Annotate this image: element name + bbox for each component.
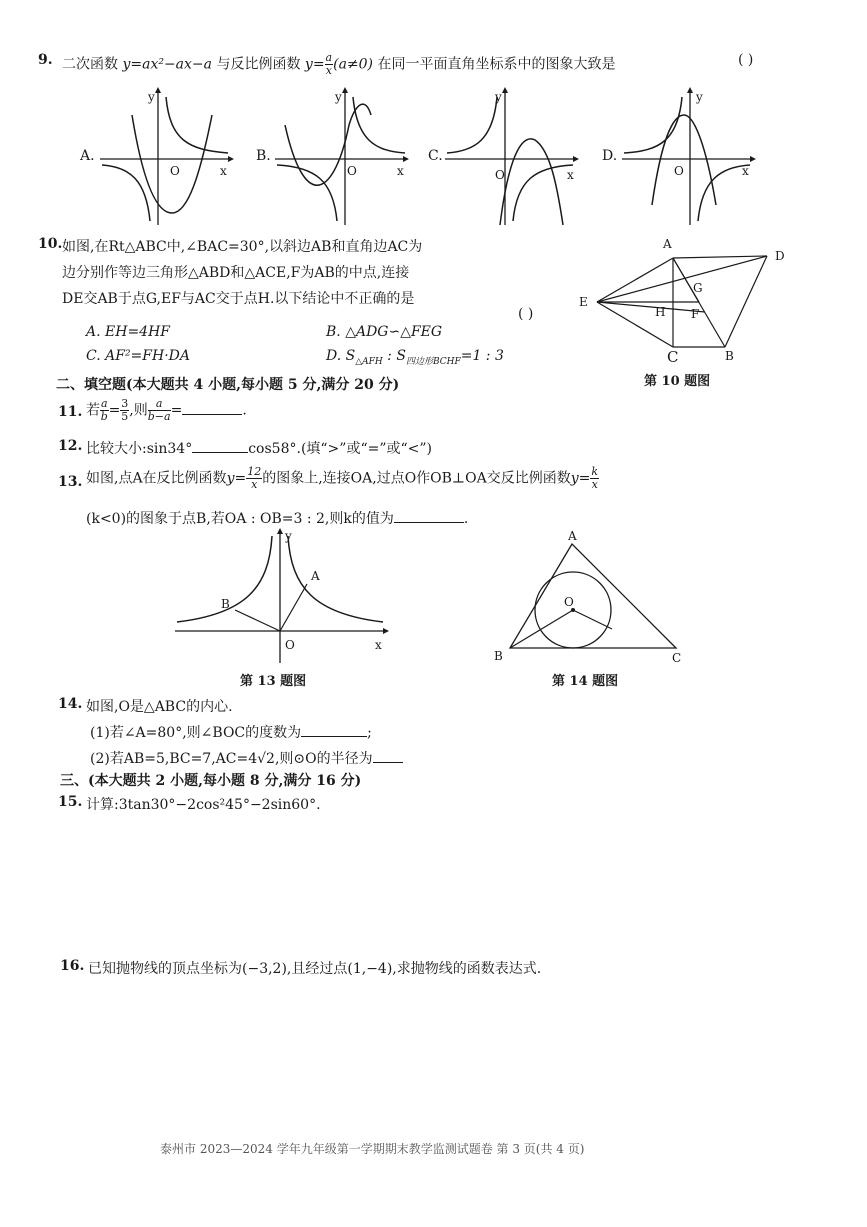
q16-text: 已知抛物线的顶点坐标为(−3,2),且经过点(1,−4),求抛物线的函数表达式. — [88, 961, 542, 977]
frac-num: a — [148, 398, 171, 411]
fig14-label-c: C — [672, 651, 682, 665]
q14-caption: 第 14 题图 — [552, 674, 619, 689]
fig10-label-e: E — [579, 295, 588, 309]
frac-den: b — [100, 410, 108, 423]
fig14-label-a: A — [568, 529, 577, 543]
q16-number: 16. — [60, 958, 85, 974]
q10-line-2: 边分别作等边三角形△ABD和△ACE,F为AB的中点,连接 — [62, 265, 410, 281]
axis-y-label: y — [495, 90, 502, 104]
axis-x-label: x — [220, 164, 227, 178]
q9-answer-paren: ( ) — [738, 52, 754, 68]
section-2-heading: 二、填空题(本大题共 4 小题,每小题 5 分,满分 20 分) — [56, 377, 400, 393]
axis-y-label: y — [335, 90, 342, 104]
axis-x-label: x — [742, 164, 749, 178]
q14-part-1-end: ; — [367, 725, 372, 741]
q10-caption: 第 10 题图 — [644, 374, 711, 389]
frac-num: 12 — [247, 465, 262, 478]
option-d-end: =1 : 3 — [460, 348, 504, 364]
fig10-label-c: C — [667, 348, 679, 366]
q14-answer-blank-1[interactable] — [301, 736, 367, 737]
q11-stem — [86, 398, 247, 423]
q13-number: 13. — [58, 474, 83, 490]
q9-option-a-label: A. — [80, 148, 95, 164]
fig14-label-o: O — [564, 595, 574, 609]
q10-option-d — [326, 348, 504, 367]
q11-end: . — [242, 402, 247, 419]
option-d-sub2: 四边形BCHF — [405, 356, 461, 367]
q13-line-1 — [86, 466, 599, 491]
axis-origin-label: O — [347, 164, 357, 178]
q13-eq2-frac — [590, 466, 599, 491]
axis-x-label: x — [397, 164, 404, 178]
q9-quadratic: y=ax²−ax−a — [122, 56, 212, 73]
q14-answer-blank-2[interactable] — [373, 762, 403, 763]
page-footer: 泰州市 2023—2024 学年九年级第一学期期末教学监测试题卷 第 3 页(共 4 页) — [160, 1142, 585, 1156]
q11-frac-target — [148, 398, 171, 423]
frac-num: a — [101, 397, 108, 410]
axis-origin-label: O — [170, 164, 180, 178]
q14-line-2 — [90, 722, 372, 742]
fig10-label-d: D — [775, 249, 785, 263]
q13-line-2 — [86, 508, 468, 528]
q10-option-b: B. △ADG∽△FEG — [326, 324, 443, 340]
fig13-label-b: B — [221, 597, 230, 611]
section-3-heading: 三、(本大题共 2 小题,每小题 8 分,满分 16 分) — [60, 773, 362, 789]
q13-text-d: . — [463, 511, 469, 527]
q9-text-b: 与反比例函数 — [216, 56, 301, 73]
q12-stem — [86, 438, 432, 458]
frac-den: b−a — [147, 410, 171, 423]
q10-line-1: 如图,在Rt△ABC中,∠BAC=30°,以斜边AB和直角边AC为 — [62, 239, 423, 255]
q10-option-a: A. EH=4HF — [86, 324, 170, 340]
frac-num: 3 — [121, 397, 129, 410]
option-d-sub1: △AFH — [355, 356, 383, 367]
q10-figure — [575, 232, 800, 372]
q11-frac-35 — [120, 398, 129, 423]
q15-number: 15. — [58, 794, 83, 810]
frac-num: a — [325, 51, 333, 64]
q12-text-a: 比较大小:sin34° — [86, 441, 193, 457]
q11-eq: = — [108, 402, 121, 419]
q14-number: 14. — [58, 696, 83, 712]
q9-reciprocal-frac — [325, 52, 334, 77]
q15-text: 计算:3tan30°−2cos²45°−2sin60°. — [86, 797, 321, 813]
option-d-mid: : S — [382, 348, 406, 364]
q11-answer-blank[interactable] — [182, 414, 242, 415]
q11-text: 若 — [86, 402, 100, 419]
axis-origin-label: O — [674, 164, 684, 178]
q10-number: 10. — [38, 236, 63, 252]
fig10-label-a: A — [663, 237, 672, 251]
q14-part-2: (2)若AB=5,BC=7,AC=4√2,则⊙O的半径为 — [90, 751, 373, 767]
fig10-label-g: G — [693, 281, 703, 295]
axis-x-label: x — [567, 168, 574, 182]
q11-then: ,则 — [129, 402, 148, 419]
q9-graph-c — [445, 85, 580, 225]
frac-num: k — [591, 465, 599, 478]
q13-text-a: 如图,点A在反比例函数 — [86, 470, 227, 487]
axis-origin-label: O — [495, 168, 505, 182]
q9-condition: (a≠0) — [333, 56, 374, 73]
axis-x-label: x — [375, 638, 382, 652]
frac-den: x — [251, 478, 258, 491]
q14-figure — [490, 529, 690, 667]
fig10-label-h: H — [655, 305, 666, 319]
q13-text-c: (k<0)的图象于点B,若OA : OB=3 : 2,则k的值为 — [86, 511, 394, 527]
q13-eq1-frac — [246, 466, 262, 491]
q11-frac-ab — [100, 398, 109, 423]
q9-graph-a — [100, 85, 235, 225]
q13-figure — [175, 528, 390, 663]
fig10-label-b: B — [725, 349, 734, 363]
q13-eq1-lhs: y= — [226, 470, 247, 487]
fig14-label-b: B — [494, 649, 503, 663]
q9-option-b-label: B. — [256, 148, 271, 164]
frac-den: x — [325, 64, 332, 77]
q13-caption: 第 13 题图 — [240, 674, 307, 689]
frac-den: 5 — [121, 410, 129, 423]
q10-option-c: C. AF²=FH·DA — [86, 348, 190, 364]
q12-text-b: cos58°.(填“>”或“=”或“<”) — [248, 441, 432, 457]
q14-line-3 — [90, 748, 403, 768]
q12-number: 12. — [58, 438, 83, 454]
axis-y-label: y — [696, 90, 703, 104]
fig13-label-a: A — [311, 569, 320, 583]
axis-y-label: y — [148, 90, 155, 104]
q9-option-d-label: D. — [602, 148, 618, 164]
q12-answer-blank[interactable] — [192, 452, 248, 453]
axis-origin-label: O — [285, 638, 295, 652]
q14-part-1: (1)若∠A=80°,则∠BOC的度数为 — [90, 725, 302, 741]
q9-number: 9. — [38, 52, 53, 68]
q9-reciprocal-lhs: y= — [304, 56, 325, 73]
q11-number: 11. — [58, 404, 83, 420]
q13-eq2-lhs: y= — [570, 470, 591, 487]
frac-den: x — [591, 478, 598, 491]
q9-option-c-label: C. — [428, 148, 443, 164]
axis-y-label: y — [285, 529, 292, 543]
q13-text-b: 的图象上,连接OA,过点O作OB⊥OA交反比例函数 — [262, 470, 571, 487]
option-d-main: D. S — [326, 348, 356, 364]
q9-graph-d — [622, 85, 757, 225]
q9-text-c: 在同一平面直角坐标系中的图象大致是 — [377, 56, 616, 73]
q10-answer-paren: ( ) — [518, 306, 534, 322]
q9-text-a: 二次函数 — [62, 56, 118, 73]
q9-stem — [62, 52, 615, 77]
fig10-label-f: F — [691, 307, 700, 321]
q14-line-1: 如图,O是△ABC的内心. — [86, 699, 233, 715]
q11-eq2: = — [170, 402, 183, 419]
q13-answer-blank[interactable] — [394, 522, 464, 523]
q10-line-3: DE交AB于点G,EF与AC交于点H.以下结论中不正确的是 — [62, 291, 415, 307]
q9-graph-b — [275, 85, 410, 225]
